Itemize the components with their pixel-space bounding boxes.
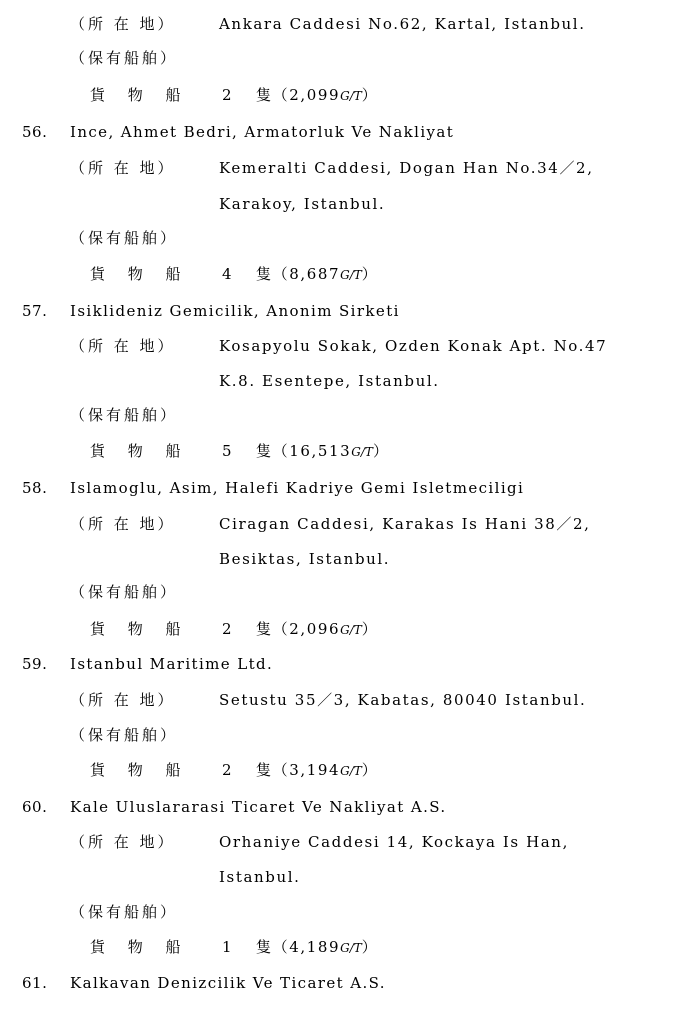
address-line: Karakoy, Istanbul. (219, 195, 386, 213)
ship-count: 2 (222, 761, 234, 779)
address-line: Ciragan Caddesi, Karakas Is Hani 38／2, (219, 515, 591, 533)
address-line: Istanbul. (219, 868, 301, 886)
gross-tonnage-unit: G/T (340, 89, 362, 103)
company-name: Ince, Ahmet Bedri, Armatorluk Ve Nakliyat (70, 123, 455, 141)
ships-owned-label: （保有船舶） (70, 229, 179, 247)
cargo-ship-label: 貨 物 船 (90, 265, 190, 283)
cargo-ship-label: 貨 物 船 (90, 620, 190, 638)
ship-count: 2 (222, 620, 234, 638)
entry-number: 58. (22, 479, 48, 497)
ship-tonnage: 隻（4,189G/T） (256, 938, 379, 956)
company-name: Isiklideniz Gemicilik, Anonim Sirketi (70, 302, 400, 320)
company-name: Kale Uluslararasi Ticaret Ve Nakliyat A.S. (70, 798, 447, 816)
address-line: Orhaniye Caddesi 14, Kockaya Is Han, (219, 833, 569, 851)
gross-tonnage-unit: G/T (340, 764, 362, 778)
location-label: （所 在 地） (70, 337, 176, 355)
cargo-ship-label: 貨 物 船 (90, 442, 190, 460)
ship-tonnage: 隻（2,099G/T） (256, 86, 379, 104)
entry-number: 61. (22, 974, 48, 992)
location-label: （所 在 地） (70, 15, 176, 33)
ship-tonnage: 隻（3,194G/T） (256, 761, 379, 779)
location-label: （所 在 地） (70, 833, 176, 851)
gross-tonnage-unit: G/T (340, 941, 362, 955)
address-line: Besiktas, Istanbul. (219, 550, 391, 568)
location-label: （所 在 地） (70, 515, 176, 533)
location-label: （所 在 地） (70, 691, 176, 709)
ship-count: 4 (222, 265, 234, 283)
cargo-ship-label: 貨 物 船 (90, 761, 190, 779)
address-line: Kemeralti Caddesi, Dogan Han No.34／2, (219, 159, 594, 177)
address-line: Kosapyolu Sokak, Ozden Konak Apt. No.47 (219, 337, 608, 355)
ship-count: 5 (222, 442, 234, 460)
cargo-ship-label: 貨 物 船 (90, 938, 190, 956)
ship-tonnage: 隻（8,687G/T） (256, 265, 379, 283)
entry-number: 57. (22, 302, 48, 320)
gross-tonnage-unit: G/T (340, 623, 362, 637)
entry-number: 60. (22, 798, 48, 816)
gross-tonnage-unit: G/T (351, 445, 373, 459)
ships-owned-label: （保有船舶） (70, 583, 179, 601)
gross-tonnage-unit: G/T (340, 268, 362, 282)
ships-owned-label: （保有船舶） (70, 406, 179, 424)
company-name: Islamoglu, Asim, Halefi Kadriye Gemi Isletmeciligi (70, 479, 525, 497)
address-line: Ankara Caddesi No.62, Kartal, Istanbul. (219, 15, 586, 33)
ship-count: 1 (222, 938, 234, 956)
address-line: Setustu 35／3, Kabatas, 80040 Istanbul. (219, 691, 587, 709)
ships-owned-label: （保有船舶） (70, 49, 179, 67)
ships-owned-label: （保有船舶） (70, 726, 179, 744)
address-line: K.8. Esentepe, Istanbul. (219, 372, 440, 390)
company-name: Kalkavan Denizcilik Ve Ticaret A.S. (70, 974, 386, 992)
ship-tonnage: 隻（16,513G/T） (256, 442, 390, 460)
entry-number: 56. (22, 123, 48, 141)
ships-owned-label: （保有船舶） (70, 903, 179, 921)
company-name: Istanbul Maritime Ltd. (70, 655, 274, 673)
ship-count: 2 (222, 86, 234, 104)
cargo-ship-label: 貨 物 船 (90, 86, 190, 104)
entry-number: 59. (22, 655, 48, 673)
ship-tonnage: 隻（2,096G/T） (256, 620, 379, 638)
location-label: （所 在 地） (70, 159, 176, 177)
